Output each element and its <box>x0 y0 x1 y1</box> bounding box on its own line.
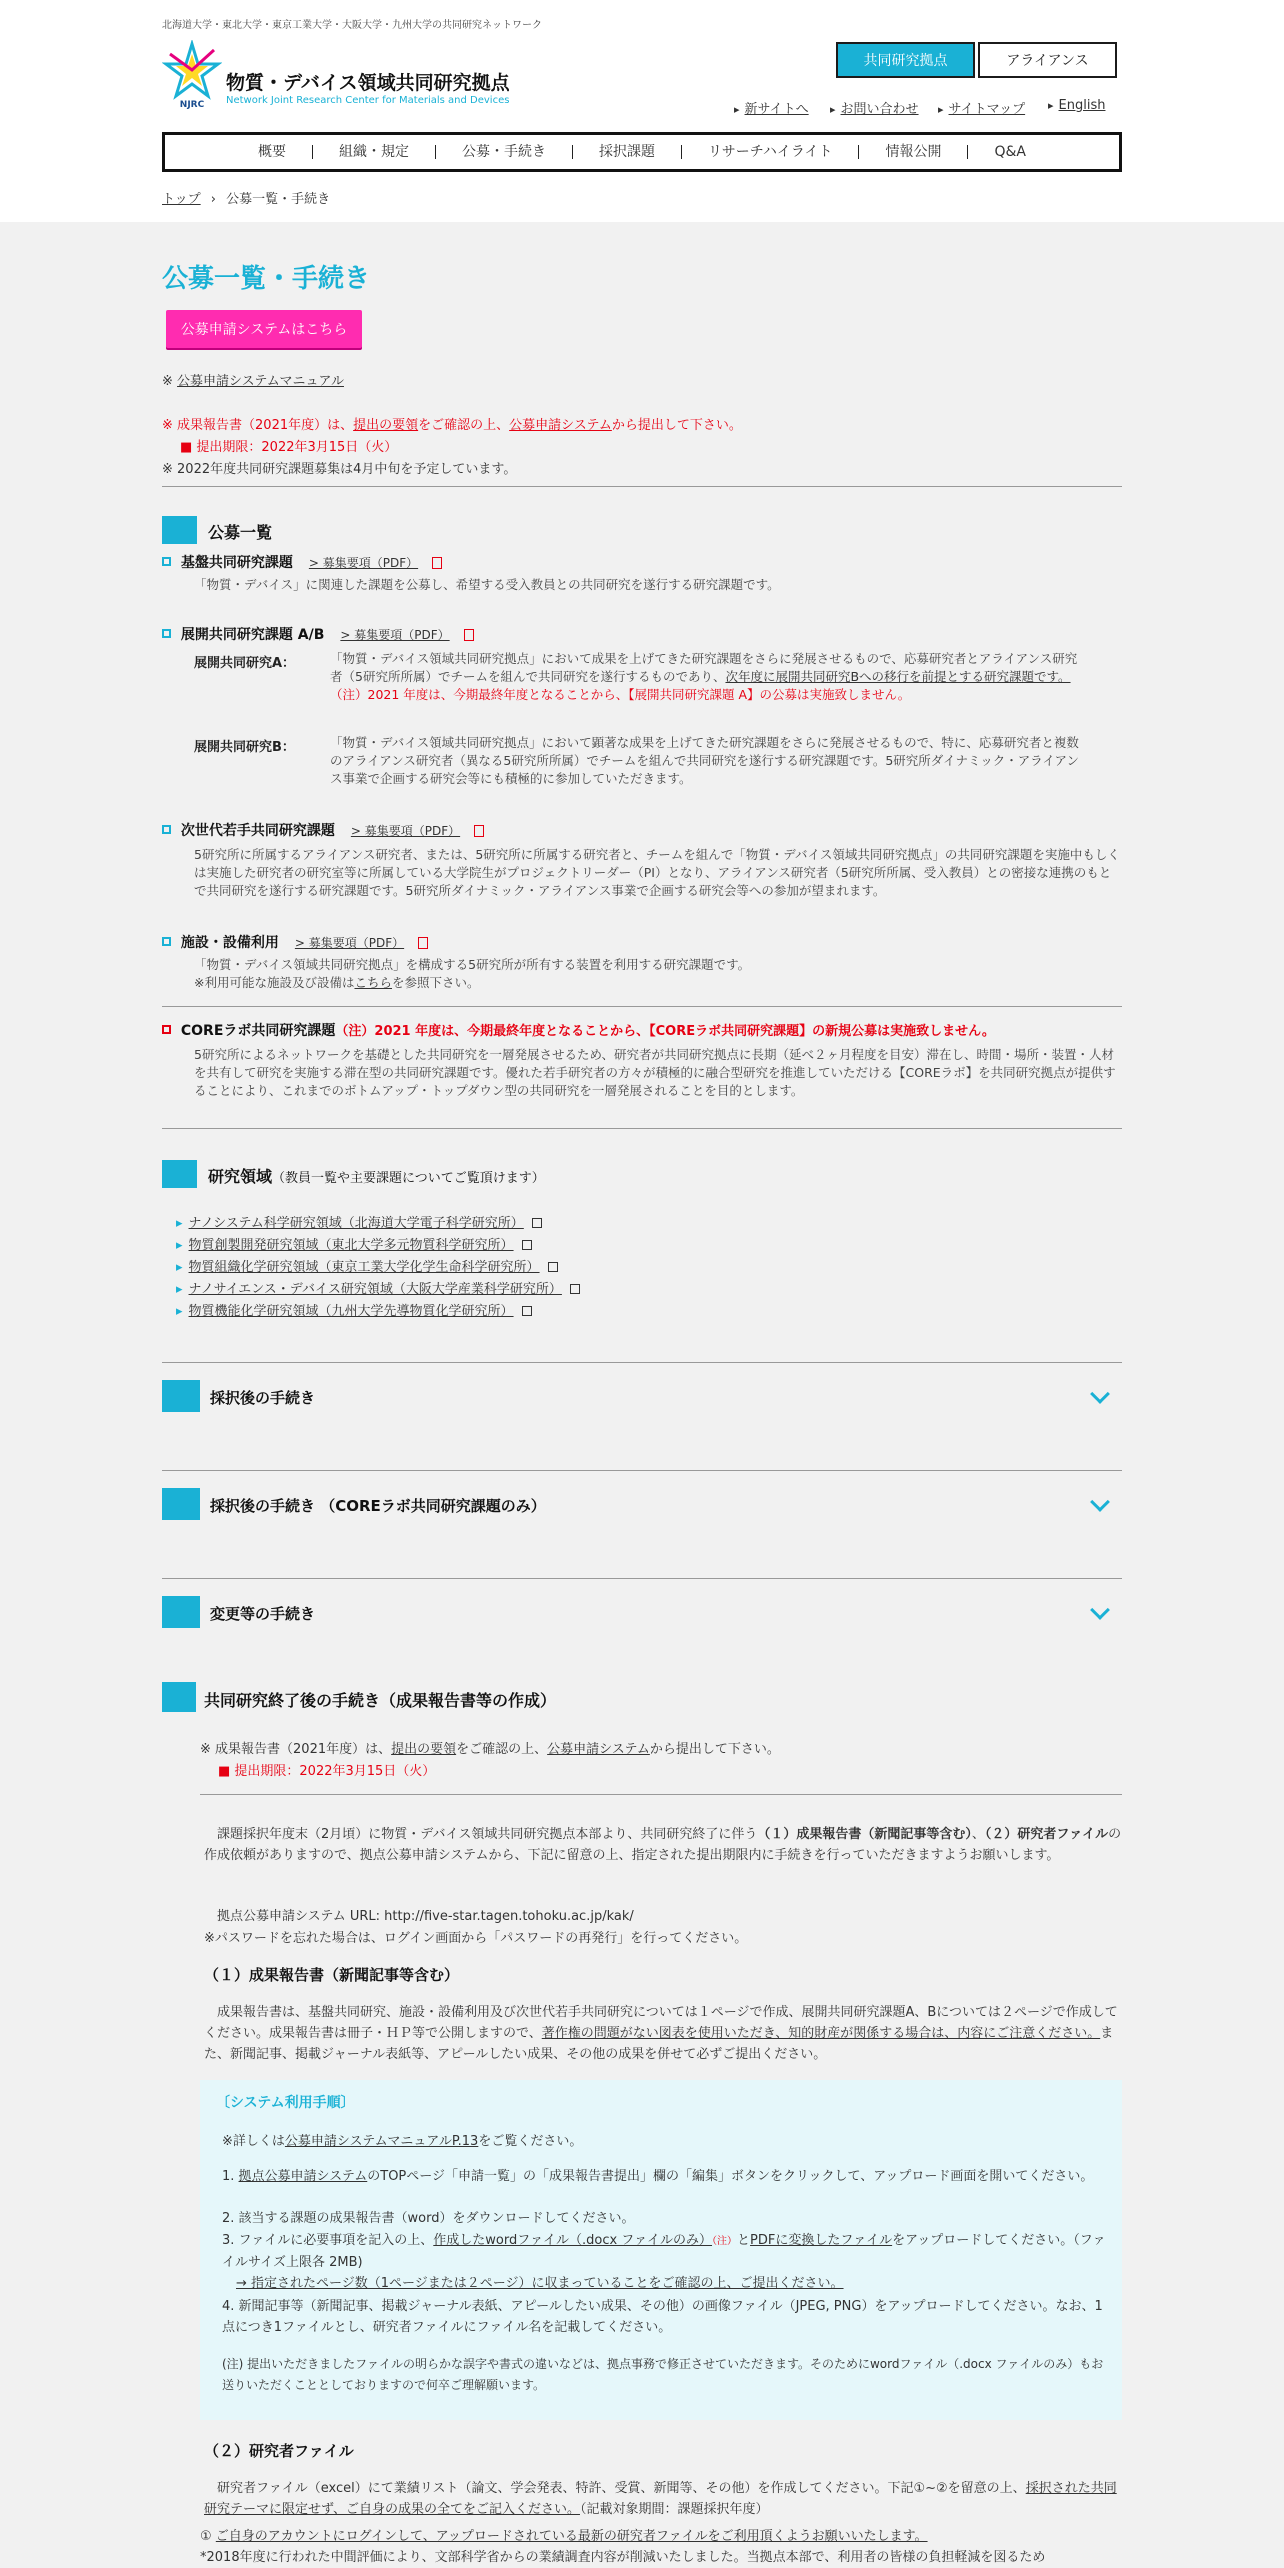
tenkai-b-label: 展開共同研究B： <box>194 740 295 755</box>
field-item[interactable]: ▸ 物質創製開発研究領域（東北大学多元物質科学研究所） <box>176 1234 532 1253</box>
item-tenkai: 展開共同研究課題 A/B > 募集要項（PDF） <box>162 624 474 644</box>
system-link[interactable]: 公募申請システム <box>547 1742 650 1757</box>
site-header <box>0 0 1284 222</box>
breadcrumb-separator: › <box>210 192 216 207</box>
deadline-text: ■ 提出期限：2022年3月15日（火） <box>180 440 398 455</box>
section-marker <box>162 1380 200 1412</box>
box-note: (注) 提出いただきましたファイルの明らかな誤字や書式の違いなどは、拠点事務で修正させていただきます。そのためにwordファイル（.docx ファイルのみ）もお送りいただくこととしておりますので何卒ご理解願います。 <box>222 2357 1104 2392</box>
tenkai-a-desc: 「物質・デバイス領域共同研究拠点」において成果を上げてきた研究課題をさらに発展させるもので、応募研究者とアライアンス研究者（5研究所所属）でチームを組んで共同研究を遂行するものであり、次年度に展開共同研究Bへの移行を前提とする研究課題です。 （注）2021 年度は、今期最終年度となることから、【展開共同研究課題 A】の公募は実施致しません。 <box>330 651 1078 702</box>
switch-alliance[interactable]: アライアンス <box>978 42 1117 78</box>
divider <box>162 486 1122 487</box>
site-title-en: Network Joint Research Center for Materials and Devices <box>226 95 510 106</box>
guideline-link[interactable]: 提出の要領 <box>391 1742 457 1757</box>
svg-text:NJRC: NJRC <box>179 100 205 110</box>
field-item[interactable]: ▸ ナノシステム科学研究領域（北海道大学電子科学研究所） <box>176 1212 542 1231</box>
koubo-heading: 公募一覧 <box>208 523 273 542</box>
accordion-post-adoption[interactable]: 採択後の手続き <box>210 1389 316 1407</box>
divider <box>200 1794 1122 1795</box>
breadcrumb <box>162 188 330 207</box>
tenkai-b-desc: 「物質・デバイス領域共同研究拠点」において顕著な成果を上げてきた研究課題をさらに発展させるもので、特に、応募研究者と複数のアライアンス研究者（異なる5研究所所属）でチームを組んで共同研究を遂行する研究課題です。5研究所ダイナミック・アライアンス事業で企画する研究会等にも積極的に参加していただきます。 <box>330 735 1080 786</box>
field-item[interactable]: ▸ 物質機能化学研究領域（九州大学先導物質化学研究所） <box>176 1300 532 1319</box>
pdf-link-tenkai[interactable]: > 募集要項（PDF） <box>340 628 450 642</box>
desc-jisedai: 5研究所に所属するアライアンス研究者、または、5研究所に所属する研究者と、チームを組んで「物質・デバイス領域共同研究拠点」の共同研究課題を実施中もしくは実施した研究者の研究室等に所属している大学院生がプロジェクトリーダー（PI）となり、アライアンス研究者（5研究所所属、受入教員）との密接な連携のもとで共同研究を遂行する研究課題です。5研究所ダイナミック・アライアンス事業で企画する研究会等への参加が望まれます。 <box>194 847 1120 898</box>
divider <box>162 1362 1122 1363</box>
external-link-icon <box>548 1262 558 1272</box>
switch-kyoten[interactable]: 共同研究拠点 <box>836 42 975 78</box>
step-3: 3. ファイルに必要事項を記入の上、作成したwordファイル（.docx ファイルのみ）（注）とPDFに変換したファイルをアップロードしてください。（ファイルサイズ上限各 2MB) → 指定されたページ数（1ページまたは２ページ）に収まっていることをご確認の上、ご提出ください。 <box>222 2233 1106 2291</box>
step-4: 4. 新聞記事等（新聞記事、掲載ジャーナル表紙、アピールしたい成果、その他）の画像ファイル（JPEG, PNG）をアップロードしてください。なお、1点につき1ファイルとし、研究者ファイルにファイル名を記載してください。 <box>222 2299 1103 2335</box>
password-note: ※パスワードを忘れた場合は、ログイン画面から「パスワードの再発行」を行ってください。 <box>204 1931 748 1946</box>
item-shisetsu: 施設・設備利用 > 募集要項（PDF） <box>162 932 428 952</box>
page-title: 公募一覧・手続き <box>162 264 371 294</box>
accordion-changes[interactable]: 変更等の手続き <box>210 1605 316 1623</box>
nav-disclosure[interactable]: 情報公開 <box>858 145 967 159</box>
external-link-icon <box>522 1240 532 1250</box>
pdf-link-jisedai[interactable]: > 募集要項（PDF） <box>350 824 461 838</box>
tenkai-a-link[interactable]: 次年度に展開共同研究Bへの移行を前提とする研究課題です。 <box>725 669 1071 684</box>
link-contact[interactable]: ▸ お問い合わせ <box>830 98 919 117</box>
pdf-icon[interactable] <box>474 825 484 837</box>
pdf-link-shisetsu[interactable]: > 募集要項（PDF） <box>294 936 405 950</box>
section-marker <box>162 1682 196 1712</box>
manual-line: ※ 公募申請システムマニュアル <box>162 374 344 389</box>
link-sitemap[interactable]: ▸ サイトマップ <box>938 98 1025 117</box>
box-title: 〔システム利用手順〕 <box>216 2095 355 2111</box>
breadcrumb-home[interactable]: トップ <box>162 192 201 207</box>
external-link-icon <box>532 1218 542 1228</box>
box-detail: ※詳しくは公募申請システムマニュアルP.13をご覧ください。 <box>222 2134 583 2149</box>
section-marker <box>162 1596 200 1628</box>
final-heading: 共同研究終了後の手続き（成果報告書等の作成） <box>204 1691 557 1710</box>
corelab-note: （注）2021 年度は、今期最終年度となることから、【COREラボ共同研究課題】の新規公募は実施致しません。 <box>335 1024 995 1039</box>
pdf-link-kiban[interactable]: > 募集要項（PDF） <box>308 556 419 570</box>
researcher-file-heading: （２）研究者ファイル <box>204 2442 354 2460</box>
accordion-post-adoption-core[interactable]: 採択後の手続き （COREラボ共同研究課題のみ） <box>210 1497 546 1515</box>
nav-overview[interactable]: 概要 <box>258 144 286 160</box>
link-new-site[interactable]: ▸ 新サイトへ <box>734 98 809 117</box>
final-notice: ※ 成果報告書（2021年度）は、提出の要領をご確認の上、公募申請システムから提出して下さい。 <box>200 1742 780 1757</box>
pdf-icon[interactable] <box>418 937 428 949</box>
facilities-link[interactable]: こちら <box>354 975 392 990</box>
latest-file-link[interactable]: ご自身のアカウントにログインして、アップロードされている最新の研究者ファイルをご利用頂くようお願いいたします。 <box>215 2529 928 2544</box>
guideline-link[interactable]: 提出の要領 <box>353 418 419 433</box>
breadcrumb-current: 公募一覧・手続き <box>226 192 331 207</box>
desc-shisetsu: 「物質・デバイス領域共同研究拠点」を構成する5研究所が所有する装置を利用する研究課題です。 ※利用可能な施設及び設備はこちらを参照下さい。 <box>194 957 751 990</box>
nav-qa[interactable]: Q&A <box>967 145 1052 159</box>
final-intro: 課題採択年度末（2月頃）に物質・デバイス領域共同研究拠点本部より、共同研究終了に伴う（１）成果報告書（新聞記事等含む）、（２）研究者ファイルの作成依頼がありますので、拠点公募申請システムから、下記に留意の上、指定された提出期限内に手続きを行っていただきますようお願いします。 <box>204 1827 1122 1863</box>
nav-organization[interactable]: 組織・規定 <box>312 145 435 159</box>
report-notice: ※ 成果報告書（2021年度）は、提出の要領をご確認の上、公募申請システムから提出して下さい。 <box>162 418 742 433</box>
section-marker <box>162 516 197 544</box>
step-2: 2. 該当する課題の成果報告書（word）をダウンロードしてください。 <box>222 2211 635 2226</box>
system-url: 拠点公募申請システム URL: http://five-star.tagen.tohoku.ac.jp/kak/ <box>204 1909 634 1924</box>
apply-system-button[interactable]: 公募申請システムはこちら <box>166 310 362 348</box>
desc-corelab: 5研究所によるネットワークを基礎とした共同研究を一層発展させるため、研究者が共同研究拠点に長期（延べ２ヶ月程度を目安）滞在し、時間・場所・装置・人材を共有して研究を実施する滞在型の共同研究課題です。優れた若手研究者の方々が積極的に融合型研究を推進していただける【COREラボ】を共同研究拠点が提供することにより、これまでのボトムアップ・トップダウン型の共同研究を一層発展されることを目的とします。 <box>194 1047 1116 1098</box>
divider <box>162 1128 1122 1129</box>
report-heading: （１）成果報告書（新聞記事等含む） <box>204 1966 460 1984</box>
external-link-icon <box>522 1306 532 1316</box>
link-english[interactable]: ▸ English <box>1048 98 1105 113</box>
desc-kiban: 「物質・デバイス」に関連した課題を公募し、希望する受入教員との共同研究を遂行する研究課題です。 <box>194 577 780 592</box>
manual-p13-link[interactable]: 公募申請システムマニュアルP.13 <box>284 2134 479 2149</box>
notice-2022: ※ 2022年度共同研究課題募集は4月中旬を予定しています。 <box>162 462 517 477</box>
field-item[interactable]: ▸ ナノサイエンス・デバイス研究領域（大阪大学産業科学研究所） <box>176 1278 580 1297</box>
item-corelab: COREラボ共同研究課題（注）2021 年度は、今期最終年度となることから、【COREラボ共同研究課題】の新規公募は実施致しません。 <box>162 1020 995 1040</box>
researcher-file-desc: 研究者ファイル（excel）にて業績リスト（論文、学会発表、特許、受賞、新聞等、その他）を作成してください。下記①~②を留意の上、採択された共同研究テーマに限定せず、ご自身の成果の全てをご記入ください。（記載対象期間：課題採択年度） <box>204 2481 1117 2517</box>
system-link[interactable]: 拠点公募申請システム <box>238 2169 368 2184</box>
system-link[interactable]: 公募申請システム <box>509 418 612 433</box>
divider <box>162 1470 1122 1471</box>
site-title[interactable]: 物質・デバイス領域共同研究拠点 <box>226 72 510 94</box>
global-nav <box>162 132 1122 172</box>
tenkai-a-note: （注）2021 年度は、今期最終年度となることから、【展開共同研究課題 A】の公募は実施致しません。 <box>330 687 911 702</box>
external-link-icon <box>570 1284 580 1294</box>
nav-highlights[interactable]: リサーチハイライト <box>681 145 858 159</box>
tenkai-a-label: 展開共同研究A： <box>194 656 296 671</box>
section-marker <box>162 1160 197 1188</box>
section-marker <box>162 1488 200 1520</box>
chevron-down-icon[interactable] <box>1090 1600 1110 1620</box>
fields-heading: 研究領域（教員一覧や主要課題についてご覧頂けます） <box>208 1167 545 1186</box>
divider <box>162 1578 1122 1579</box>
nav-adopted[interactable]: 採択課題 <box>572 145 681 159</box>
network-text: 北海道大学・東北大学・東京工業大学・大阪大学・九州大学の共同研究ネットワーク <box>162 20 542 31</box>
field-item[interactable]: ▸ 物質組織化学研究領域（東京工業大学化学生命科学研究所） <box>176 1256 558 1275</box>
report-desc: 成果報告書は、基盤共同研究、施設・設備利用及び次世代若手共同研究については１ページで作成、展開共同研究課題A、Bについては２ページで作成してください。成果報告書は冊子・ＨＰ等で公開しますので、著作権の問題がない図表を使用いただき、知的財産が関係する場合は、内容にご注意ください。また、新聞記事、掲載ジャーナル表紙等、アピールしたい成果、その他の成果を併せて必ずご提出ください。 <box>204 2005 1118 2062</box>
chevron-down-icon[interactable] <box>1090 1492 1110 1512</box>
item-kiban: 基盤共同研究課題 > 募集要項（PDF） <box>162 552 442 572</box>
divider <box>162 1006 1122 1007</box>
item-jisedai: 次世代若手共同研究課題 > 募集要項（PDF） <box>162 820 484 840</box>
step-1: 1. 拠点公募申請システムのTOPページ「申請一覧」の「成果報告書提出」欄の「編集」ボタンをクリックして、アップロード画面を開いてください。 <box>222 2169 1094 2184</box>
final-deadline: ■ 提出期限：2022年3月15日（火） <box>218 1764 436 1779</box>
copyright-link[interactable]: 著作権の問題がない図表を使用いただき、知的財産が関係する場合は、内容にご注意ください。 <box>541 2026 1101 2041</box>
manual-link[interactable]: 公募申請システムマニュアル <box>177 374 344 389</box>
njrc-logo-icon[interactable] <box>162 40 222 110</box>
pdf-icon[interactable] <box>432 557 442 569</box>
nav-koubo[interactable]: 公募・手続き <box>435 145 572 159</box>
researcher-file-note: ① ご自身のアカウントにログインして、アップロードされている最新の研究者ファイルをご利用頂くようお願いいたします。 *2018年度に行われた中間評価により、文部科学省からの業績調査内容が削減いたしました。当拠点本部で、利用者の皆様の負担軽減を図るため <box>200 2529 1046 2565</box>
chevron-down-icon[interactable] <box>1090 1384 1110 1404</box>
pdf-icon[interactable] <box>464 629 474 641</box>
